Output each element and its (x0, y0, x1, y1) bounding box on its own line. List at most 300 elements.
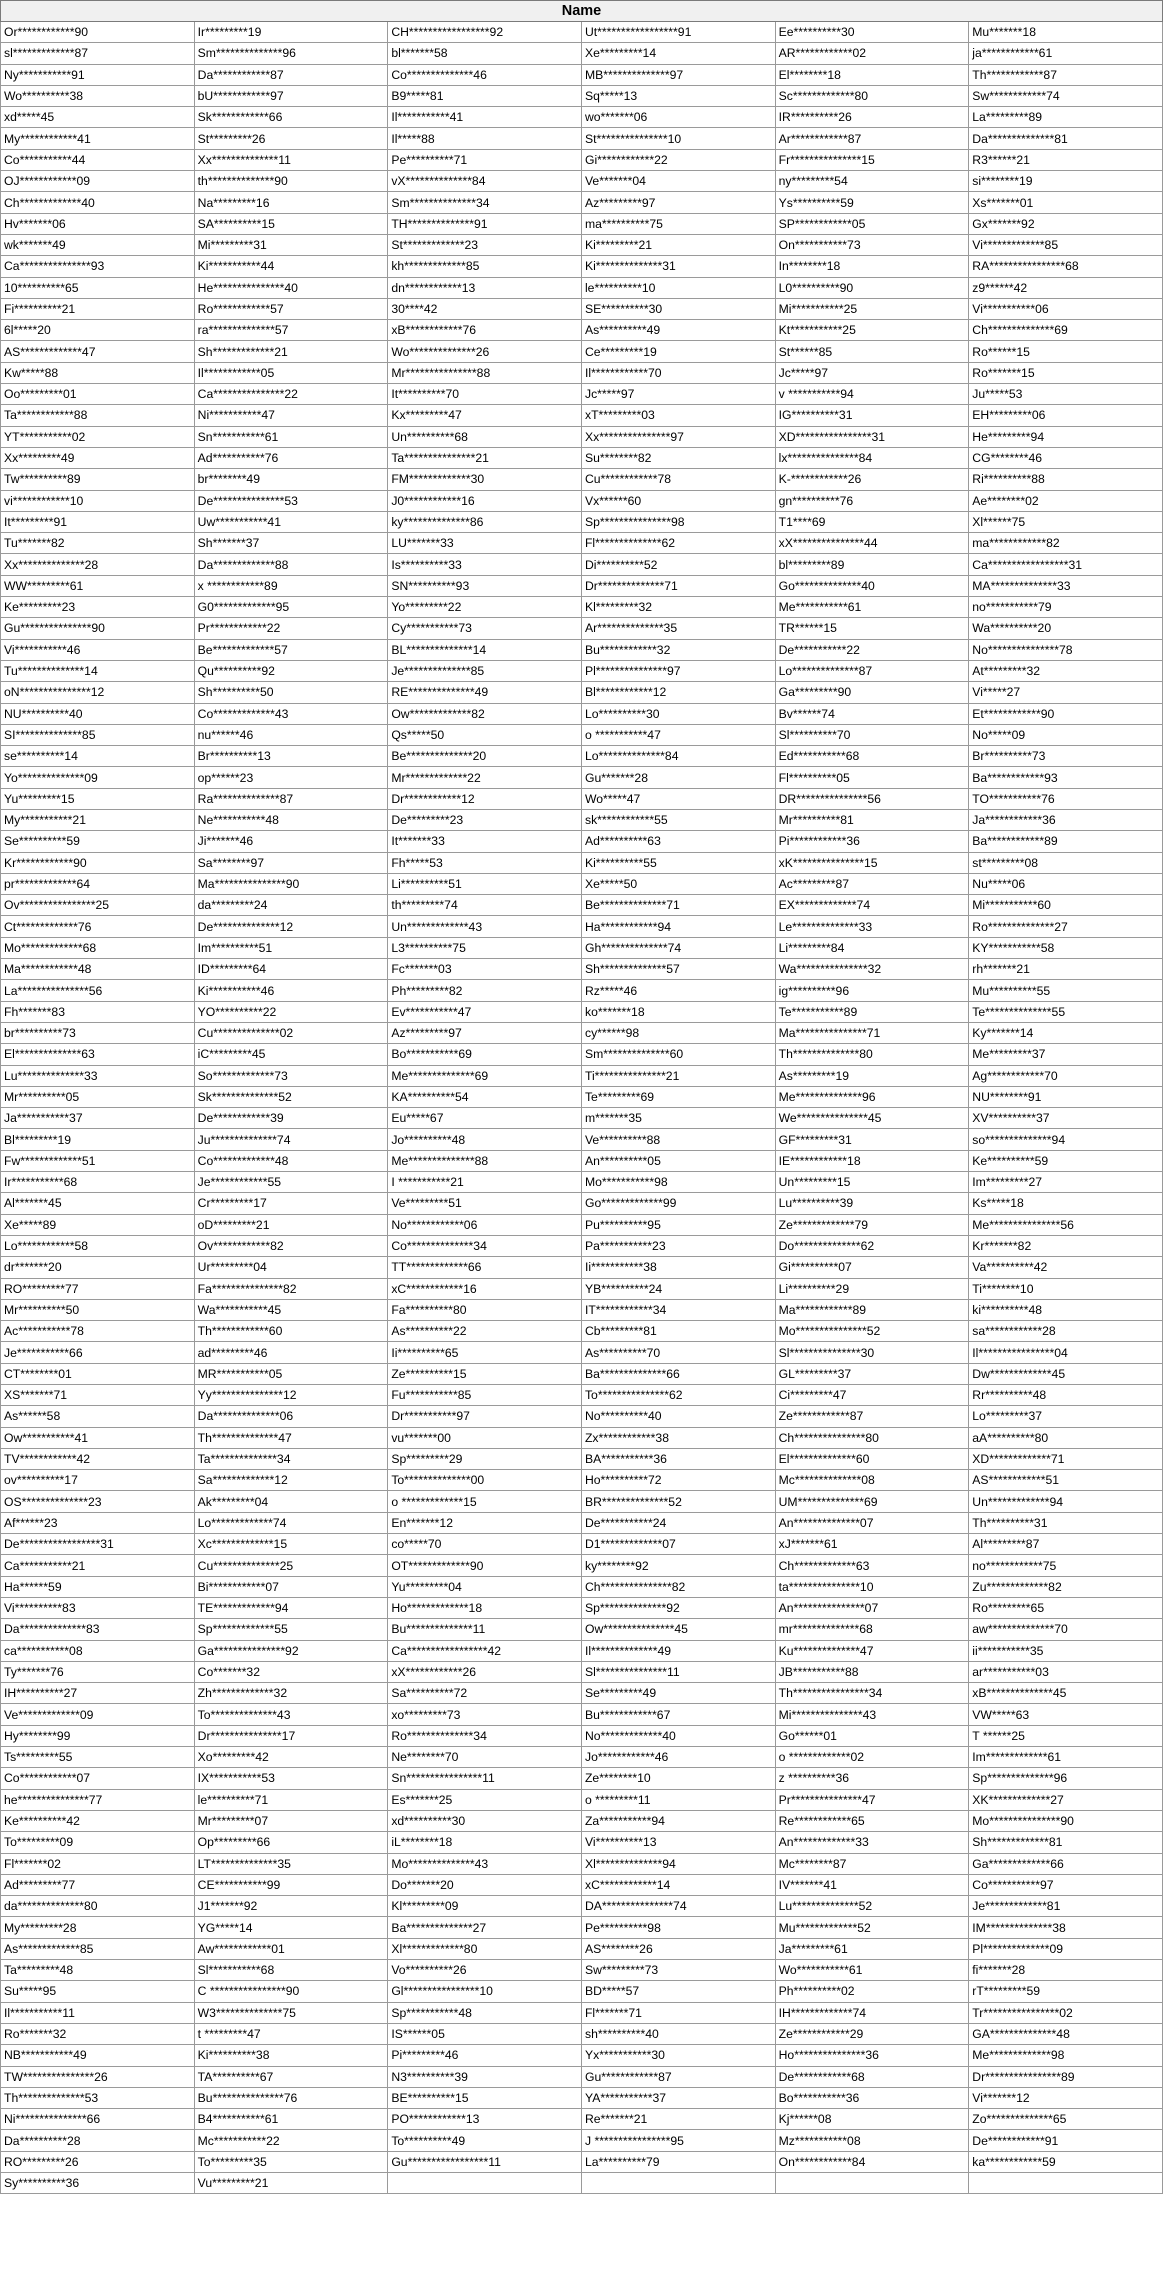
table-cell[interactable]: Ma************48 (1, 959, 195, 980)
table-cell[interactable]: In********18 (775, 256, 969, 277)
table-cell[interactable]: Ro************57 (194, 298, 388, 319)
table-cell[interactable]: B4***********61 (194, 2109, 388, 2130)
table-cell[interactable]: Hy********99 (1, 1725, 195, 1746)
table-cell[interactable]: SE**********30 (581, 298, 775, 319)
table-cell[interactable]: ki**********48 (969, 1299, 1163, 1320)
table-cell[interactable]: Fl**********05 (775, 767, 969, 788)
table-cell[interactable]: xT*********03 (581, 405, 775, 426)
table-cell[interactable]: Me*********37 (969, 1044, 1163, 1065)
table-cell[interactable]: Ph**********02 (775, 1981, 969, 2002)
table-cell[interactable]: Te***********89 (775, 1001, 969, 1022)
table-cell[interactable]: Ev***********47 (388, 1001, 582, 1022)
table-cell[interactable]: Yu*********04 (388, 1576, 582, 1597)
table-cell[interactable]: Sa**********72 (388, 1683, 582, 1704)
table-cell[interactable]: Sq*****13 (581, 85, 775, 106)
table-cell[interactable]: Ad*********77 (1, 1874, 195, 1895)
table-cell[interactable]: Fi**********21 (1, 298, 195, 319)
table-cell[interactable]: Ke**********42 (1, 1810, 195, 1831)
table-cell[interactable]: Sp***************98 (581, 511, 775, 532)
table-cell[interactable]: Il**************49 (581, 1640, 775, 1661)
table-cell[interactable]: SI**************85 (1, 724, 195, 745)
table-cell[interactable]: Mi***************43 (775, 1704, 969, 1725)
table-cell[interactable]: Ba**************27 (388, 1917, 582, 1938)
table-cell[interactable]: Rz*****46 (581, 980, 775, 1001)
table-cell[interactable]: MR***********05 (194, 1363, 388, 1384)
table-cell[interactable]: Th**************47 (194, 1427, 388, 1448)
table-cell[interactable]: Il***********11 (1, 2002, 195, 2023)
table-cell[interactable]: It*******33 (388, 831, 582, 852)
table-cell[interactable]: o *************15 (388, 1491, 582, 1512)
table-cell[interactable]: Ki**********38 (194, 2045, 388, 2066)
table-cell[interactable]: Zo**************65 (969, 2109, 1163, 2130)
table-cell[interactable]: BL**************14 (388, 639, 582, 660)
table-cell[interactable]: Mo***************90 (969, 1810, 1163, 1831)
table-cell[interactable]: Xx**************28 (1, 554, 195, 575)
table-cell[interactable]: o *************02 (775, 1747, 969, 1768)
table-cell[interactable]: ad*********46 (194, 1342, 388, 1363)
table-cell[interactable]: th**************90 (194, 171, 388, 192)
table-cell[interactable]: Dr***********97 (388, 1406, 582, 1427)
table-cell[interactable]: Lu**************33 (1, 1065, 195, 1086)
table-cell[interactable]: Te**************55 (969, 1001, 1163, 1022)
table-cell[interactable]: Ro**************27 (969, 916, 1163, 937)
table-cell[interactable]: Pe**********71 (388, 149, 582, 170)
table-cell[interactable]: bl*******58 (388, 43, 582, 64)
table-cell[interactable]: Pa***********23 (581, 1235, 775, 1256)
table-cell[interactable]: Vi***********06 (969, 298, 1163, 319)
table-cell[interactable]: Sk**************52 (194, 1086, 388, 1107)
table-cell[interactable]: Ny***********91 (1, 64, 195, 85)
table-cell[interactable]: Sh**************57 (581, 959, 775, 980)
table-cell[interactable]: OJ************09 (1, 171, 195, 192)
table-cell[interactable]: On************84 (775, 2151, 969, 2172)
table-cell[interactable]: Da**************83 (1, 1619, 195, 1640)
table-cell[interactable]: Be**************20 (388, 746, 582, 767)
table-cell[interactable]: Cy***********73 (388, 618, 582, 639)
table-cell[interactable]: JB***********88 (775, 1661, 969, 1682)
table-cell[interactable]: Ti***************21 (581, 1065, 775, 1086)
table-cell[interactable]: Cr*********17 (194, 1193, 388, 1214)
table-cell[interactable]: Mr**********05 (1, 1086, 195, 1107)
table-cell[interactable]: YO**********22 (194, 1001, 388, 1022)
table-cell[interactable]: Ow*************82 (388, 703, 582, 724)
table-cell[interactable]: Jo************46 (581, 1747, 775, 1768)
table-cell[interactable]: Gu*******28 (581, 767, 775, 788)
table-cell[interactable]: To**************00 (388, 1470, 582, 1491)
table-cell[interactable]: Zx************38 (581, 1427, 775, 1448)
table-cell[interactable]: Pl**************09 (969, 1938, 1163, 1959)
table-cell[interactable]: Ch**************69 (969, 320, 1163, 341)
table-cell[interactable]: LT**************35 (194, 1853, 388, 1874)
table-cell[interactable]: Vi*************85 (969, 234, 1163, 255)
table-cell[interactable]: Ha******59 (1, 1576, 195, 1597)
table-cell[interactable]: No*************40 (581, 1725, 775, 1746)
table-cell[interactable]: BR**************52 (581, 1491, 775, 1512)
table-cell[interactable]: Is**********33 (388, 554, 582, 575)
table-cell[interactable]: TW***************26 (1, 2066, 195, 2087)
table-cell[interactable]: C ****************90 (194, 1981, 388, 2002)
table-cell[interactable]: Co**************34 (388, 1235, 582, 1256)
table-cell[interactable]: Mo**************43 (388, 1853, 582, 1874)
table-cell[interactable]: Fa***************82 (194, 1278, 388, 1299)
table-cell[interactable]: Gu***************90 (1, 618, 195, 639)
table-cell[interactable]: Mr***************88 (388, 362, 582, 383)
table-cell[interactable]: W3**************75 (194, 2002, 388, 2023)
table-cell[interactable]: GF*********31 (775, 1129, 969, 1150)
table-cell[interactable]: Ho*************18 (388, 1597, 582, 1618)
table-cell[interactable]: Tu*******82 (1, 533, 195, 554)
table-cell[interactable]: St*************23 (388, 234, 582, 255)
table-cell[interactable]: bl*********89 (775, 554, 969, 575)
table-cell[interactable] (388, 2172, 582, 2193)
table-cell[interactable]: Ad**********63 (581, 831, 775, 852)
table-cell[interactable]: Aw************01 (194, 1938, 388, 1959)
table-cell[interactable]: NB***********49 (1, 2045, 195, 2066)
table-cell[interactable]: Go******01 (775, 1725, 969, 1746)
table-cell[interactable]: Vi***********46 (1, 639, 195, 660)
table-cell[interactable]: I ***********21 (388, 1172, 582, 1193)
table-cell[interactable]: Co*************43 (194, 703, 388, 724)
table-cell[interactable]: TV************42 (1, 1448, 195, 1469)
table-cell[interactable]: Bu**************11 (388, 1619, 582, 1640)
table-cell[interactable]: ma************82 (969, 533, 1163, 554)
table-cell[interactable]: Ra**************87 (194, 788, 388, 809)
table-cell[interactable]: B9*****81 (388, 85, 582, 106)
table-cell[interactable]: AS********26 (581, 1938, 775, 1959)
table-cell[interactable]: YT***********02 (1, 426, 195, 447)
table-cell[interactable]: Xo*********42 (194, 1747, 388, 1768)
table-cell[interactable]: De**************12 (194, 916, 388, 937)
table-cell[interactable]: Sl***********68 (194, 1960, 388, 1981)
table-cell[interactable]: Vi*****27 (969, 682, 1163, 703)
table-cell[interactable]: Ne***********48 (194, 809, 388, 830)
table-cell[interactable]: IG**********31 (775, 405, 969, 426)
table-cell[interactable]: Ki**********55 (581, 852, 775, 873)
table-cell[interactable]: It*********91 (1, 511, 195, 532)
table-cell[interactable]: On***********73 (775, 234, 969, 255)
table-cell[interactable]: De***********22 (775, 639, 969, 660)
table-cell[interactable]: Do*******20 (388, 1874, 582, 1895)
table-cell[interactable]: Sa*************12 (194, 1470, 388, 1491)
table-cell[interactable]: Va**********42 (969, 1257, 1163, 1278)
table-cell[interactable]: xB**************45 (969, 1683, 1163, 1704)
table-cell[interactable]: Ro*******15 (969, 362, 1163, 383)
table-cell[interactable]: IS******05 (388, 2023, 582, 2044)
table-cell[interactable]: Hv*******06 (1, 213, 195, 234)
table-cell[interactable]: xo*********73 (388, 1704, 582, 1725)
table-cell[interactable]: xB************76 (388, 320, 582, 341)
table-cell[interactable]: Ba************93 (969, 767, 1163, 788)
table-cell[interactable]: Ca*****************42 (388, 1640, 582, 1661)
table-cell[interactable]: Ac*********87 (775, 873, 969, 894)
table-cell[interactable]: Dr***************17 (194, 1725, 388, 1746)
table-cell[interactable]: Li**********51 (388, 873, 582, 894)
table-cell[interactable]: Kt***********25 (775, 320, 969, 341)
table-cell[interactable]: Ch***************82 (581, 1576, 775, 1597)
table-cell[interactable]: aA**********80 (969, 1427, 1163, 1448)
table-cell[interactable]: Co**************46 (388, 64, 582, 85)
table-cell[interactable]: Th**************80 (775, 1044, 969, 1065)
column-header-name[interactable]: Name (1, 1, 1163, 22)
table-cell[interactable]: Ro**************34 (388, 1725, 582, 1746)
table-cell[interactable]: IR**********26 (775, 107, 969, 128)
table-cell[interactable]: Lo*************74 (194, 1512, 388, 1533)
table-cell[interactable]: Sn****************11 (388, 1768, 582, 1789)
table-cell[interactable]: Ca***********21 (1, 1555, 195, 1576)
table-cell[interactable]: La***************56 (1, 980, 195, 1001)
table-cell[interactable]: Mo***************52 (775, 1321, 969, 1342)
table-cell[interactable]: He***************40 (194, 277, 388, 298)
table-cell[interactable]: z9******42 (969, 277, 1163, 298)
table-cell[interactable]: No***************78 (969, 639, 1163, 660)
table-cell[interactable]: Ph*********82 (388, 980, 582, 1001)
table-cell[interactable]: Ki***********44 (194, 256, 388, 277)
table-cell[interactable]: Je***********66 (1, 1342, 195, 1363)
table-cell[interactable]: ky**************86 (388, 511, 582, 532)
table-cell[interactable]: xC************16 (388, 1278, 582, 1299)
table-cell[interactable]: xd*****45 (1, 107, 195, 128)
table-cell[interactable]: YG*****14 (194, 1917, 388, 1938)
table-cell[interactable]: Go**************40 (775, 575, 969, 596)
table-cell[interactable]: Az*********97 (388, 1022, 582, 1043)
table-cell[interactable]: An**************07 (775, 1512, 969, 1533)
table-cell[interactable]: Ji*******46 (194, 831, 388, 852)
table-cell[interactable]: Ir*********19 (194, 22, 388, 43)
table-cell[interactable]: xX************26 (388, 1661, 582, 1682)
table-cell[interactable]: Ta**************34 (194, 1448, 388, 1469)
table-cell[interactable]: Gx*******92 (969, 213, 1163, 234)
table-cell[interactable]: Vo**********26 (388, 1960, 582, 1981)
table-cell[interactable]: Uw***********41 (194, 511, 388, 532)
table-cell[interactable]: An***************07 (775, 1597, 969, 1618)
table-cell[interactable]: Ma************89 (775, 1299, 969, 1320)
table-cell[interactable]: th*********74 (388, 895, 582, 916)
table-cell[interactable]: GL*********37 (775, 1363, 969, 1384)
table-cell[interactable]: Ve*********51 (388, 1193, 582, 1214)
table-cell[interactable]: PO************13 (388, 2109, 582, 2130)
table-cell[interactable]: Un*************94 (969, 1491, 1163, 1512)
table-cell[interactable]: Al*******45 (1, 1193, 195, 1214)
table-cell[interactable]: Co***********97 (969, 1874, 1163, 1895)
table-cell[interactable]: NU********91 (969, 1086, 1163, 1107)
table-cell[interactable]: La**********79 (581, 2151, 775, 2172)
table-cell[interactable]: Op*********66 (194, 1832, 388, 1853)
table-cell[interactable]: Wo***********61 (775, 1960, 969, 1981)
table-cell[interactable]: Yo*********22 (388, 597, 582, 618)
table-cell[interactable]: iL********18 (388, 1832, 582, 1853)
table-cell[interactable]: Ac***********78 (1, 1321, 195, 1342)
table-cell[interactable]: mr**************68 (775, 1619, 969, 1640)
table-cell[interactable]: An*************33 (775, 1832, 969, 1853)
table-cell[interactable]: YB**********24 (581, 1278, 775, 1299)
table-cell[interactable]: KY***********58 (969, 937, 1163, 958)
table-cell[interactable]: RA****************68 (969, 256, 1163, 277)
table-cell[interactable]: Zu*************82 (969, 1576, 1163, 1597)
table-cell[interactable]: Fh*******83 (1, 1001, 195, 1022)
table-cell[interactable]: Pi*********46 (388, 2045, 582, 2066)
table-cell[interactable]: Pe**********98 (581, 1917, 775, 1938)
table-cell[interactable]: no************75 (969, 1555, 1163, 1576)
table-cell[interactable]: Bl************12 (581, 682, 775, 703)
table-cell[interactable]: Sp**************92 (581, 1597, 775, 1618)
table-cell[interactable]: Ho***************36 (775, 2045, 969, 2066)
table-cell[interactable]: Ov****************25 (1, 895, 195, 916)
table-cell[interactable]: Ci*********47 (775, 1385, 969, 1406)
table-cell[interactable]: EX*************74 (775, 895, 969, 916)
table-cell[interactable]: Ca***************22 (194, 384, 388, 405)
table-cell[interactable]: Cu**************25 (194, 1555, 388, 1576)
table-cell[interactable]: Su********82 (581, 447, 775, 468)
table-cell[interactable]: Da**************81 (969, 128, 1163, 149)
table-cell[interactable]: Gh**************74 (581, 937, 775, 958)
table-cell[interactable]: Xl**************94 (581, 1853, 775, 1874)
table-cell[interactable]: La*********89 (969, 107, 1163, 128)
table-cell[interactable]: Le**************33 (775, 916, 969, 937)
table-cell[interactable]: ID*********64 (194, 959, 388, 980)
table-cell[interactable]: Wo**************26 (388, 341, 582, 362)
table-cell[interactable]: Lu**************52 (775, 1896, 969, 1917)
table-cell[interactable]: nu******46 (194, 724, 388, 745)
table-cell[interactable]: Mo***********98 (581, 1172, 775, 1193)
table-cell[interactable]: Te*********69 (581, 1086, 775, 1107)
table-cell[interactable]: op******23 (194, 767, 388, 788)
table-cell[interactable]: Re*******21 (581, 2109, 775, 2130)
table-cell[interactable]: Ja*********61 (775, 1938, 969, 1959)
table-cell[interactable]: RO*********26 (1, 2151, 195, 2172)
table-cell[interactable]: Fl*******71 (581, 2002, 775, 2023)
table-cell[interactable]: Ky*******14 (969, 1022, 1163, 1043)
table-cell[interactable]: sk************55 (581, 809, 775, 830)
table-cell[interactable]: Me*************98 (969, 2045, 1163, 2066)
table-cell[interactable]: Ze************87 (775, 1406, 969, 1427)
table-cell[interactable]: Lo**********30 (581, 703, 775, 724)
table-cell[interactable]: Ee**********30 (775, 22, 969, 43)
table-cell[interactable]: Tu**************14 (1, 660, 195, 681)
table-cell[interactable]: fi*******28 (969, 1960, 1163, 1981)
table-cell[interactable]: Ze**********15 (388, 1363, 582, 1384)
table-cell[interactable]: Ho**********72 (581, 1470, 775, 1491)
table-cell[interactable]: Nu*****06 (969, 873, 1163, 894)
table-cell[interactable]: Dr************12 (388, 788, 582, 809)
table-cell[interactable]: 6l*****20 (1, 320, 195, 341)
table-cell[interactable]: El**************63 (1, 1044, 195, 1065)
table-cell[interactable]: Zh*************32 (194, 1683, 388, 1704)
table-cell[interactable]: Ke*********23 (1, 597, 195, 618)
table-cell[interactable]: BE**********15 (388, 2087, 582, 2108)
table-cell[interactable]: Tr****************02 (969, 2002, 1163, 2023)
table-cell[interactable]: Ve**********88 (581, 1129, 775, 1150)
table-cell[interactable]: Xl******75 (969, 511, 1163, 532)
table-cell[interactable]: YA***********37 (581, 2087, 775, 2108)
table-cell[interactable]: Th****************34 (775, 1683, 969, 1704)
table-cell[interactable]: Th************87 (969, 64, 1163, 85)
table-cell[interactable]: Sm**************34 (388, 192, 582, 213)
table-cell[interactable]: Sp**************96 (969, 1768, 1163, 1789)
table-cell[interactable]: J1*******92 (194, 1896, 388, 1917)
table-cell[interactable]: Ca*****************31 (969, 554, 1163, 575)
table-cell[interactable]: Lu**********39 (775, 1193, 969, 1214)
table-cell[interactable]: TA**********67 (194, 2066, 388, 2087)
table-cell[interactable]: To**************43 (194, 1704, 388, 1725)
table-cell[interactable]: Mi***********60 (969, 895, 1163, 916)
table-cell[interactable]: Xs*******01 (969, 192, 1163, 213)
table-cell[interactable]: Be*************57 (194, 639, 388, 660)
table-cell[interactable]: Sc*************80 (775, 85, 969, 106)
table-cell[interactable]: sa************28 (969, 1321, 1163, 1342)
table-cell[interactable]: Bv******74 (775, 703, 969, 724)
table-cell[interactable]: As*************85 (1, 1938, 195, 1959)
table-cell[interactable]: Lo************58 (1, 1235, 195, 1256)
table-cell[interactable]: Go*************99 (581, 1193, 775, 1214)
table-cell[interactable]: De***************53 (194, 490, 388, 511)
table-cell[interactable]: SP************05 (775, 213, 969, 234)
table-cell[interactable]: Kj******08 (775, 2109, 969, 2130)
table-cell[interactable]: T ******25 (969, 1725, 1163, 1746)
table-cell[interactable]: XK*************27 (969, 1789, 1163, 1810)
table-cell[interactable]: ja************61 (969, 43, 1163, 64)
table-cell[interactable]: x ************89 (194, 575, 388, 596)
table-cell[interactable]: Ki***********46 (194, 980, 388, 1001)
table-cell[interactable]: WW*********61 (1, 575, 195, 596)
table-cell[interactable]: Kr************90 (1, 852, 195, 873)
table-cell[interactable]: KA**********54 (388, 1086, 582, 1107)
table-cell[interactable]: De*********23 (388, 809, 582, 830)
table-cell[interactable]: Xe*****89 (1, 1214, 195, 1235)
table-cell[interactable]: Me**************96 (775, 1086, 969, 1107)
table-cell[interactable]: Ct*************76 (1, 916, 195, 937)
table-cell[interactable]: Xc*************15 (194, 1534, 388, 1555)
table-cell[interactable]: ka************59 (969, 2151, 1163, 2172)
table-cell[interactable]: Gi************22 (581, 149, 775, 170)
table-cell[interactable]: An**********05 (581, 1150, 775, 1171)
table-cell[interactable]: Je*************81 (969, 1896, 1163, 1917)
table-cell[interactable]: Ov************82 (194, 1235, 388, 1256)
table-cell[interactable]: Ow***************45 (581, 1619, 775, 1640)
table-cell[interactable]: Xe*********14 (581, 43, 775, 64)
table-cell[interactable]: RE**************49 (388, 682, 582, 703)
table-cell[interactable]: Wo**********38 (1, 85, 195, 106)
table-cell[interactable]: Kx*********47 (388, 405, 582, 426)
table-cell[interactable]: st*********08 (969, 852, 1163, 873)
table-cell[interactable]: N3**********39 (388, 2066, 582, 2087)
table-cell[interactable]: El********18 (775, 64, 969, 85)
table-cell[interactable]: Ga*********90 (775, 682, 969, 703)
table-cell[interactable]: Kl*********32 (581, 597, 775, 618)
table-cell[interactable]: Un**********68 (388, 426, 582, 447)
table-cell[interactable]: Ca***************93 (1, 256, 195, 277)
table-cell[interactable]: Th**********31 (969, 1512, 1163, 1533)
table-cell[interactable]: At*********32 (969, 660, 1163, 681)
table-cell[interactable]: Fa**********80 (388, 1299, 582, 1320)
table-cell[interactable]: IT************34 (581, 1299, 775, 1320)
table-cell[interactable]: OS**************23 (1, 1491, 195, 1512)
table-cell[interactable]: xK***************15 (775, 852, 969, 873)
table-cell[interactable]: Il************70 (581, 362, 775, 383)
table-cell[interactable]: Yo**************09 (1, 767, 195, 788)
table-cell[interactable]: xC************14 (581, 1874, 775, 1895)
table-cell[interactable]: Dr**************71 (581, 575, 775, 596)
table-cell[interactable]: Vx******60 (581, 490, 775, 511)
table-cell[interactable] (581, 2172, 775, 2193)
table-cell[interactable]: Jc*****97 (775, 362, 969, 383)
table-cell[interactable]: wk*******49 (1, 234, 195, 255)
table-cell[interactable]: Ii**********65 (388, 1342, 582, 1363)
table-cell[interactable]: Da**************06 (194, 1406, 388, 1427)
table-cell[interactable]: Cu**************02 (194, 1022, 388, 1043)
table-cell[interactable]: Ae********02 (969, 490, 1163, 511)
table-cell[interactable]: xJ*******61 (775, 1534, 969, 1555)
table-cell[interactable]: o ***********47 (581, 724, 775, 745)
